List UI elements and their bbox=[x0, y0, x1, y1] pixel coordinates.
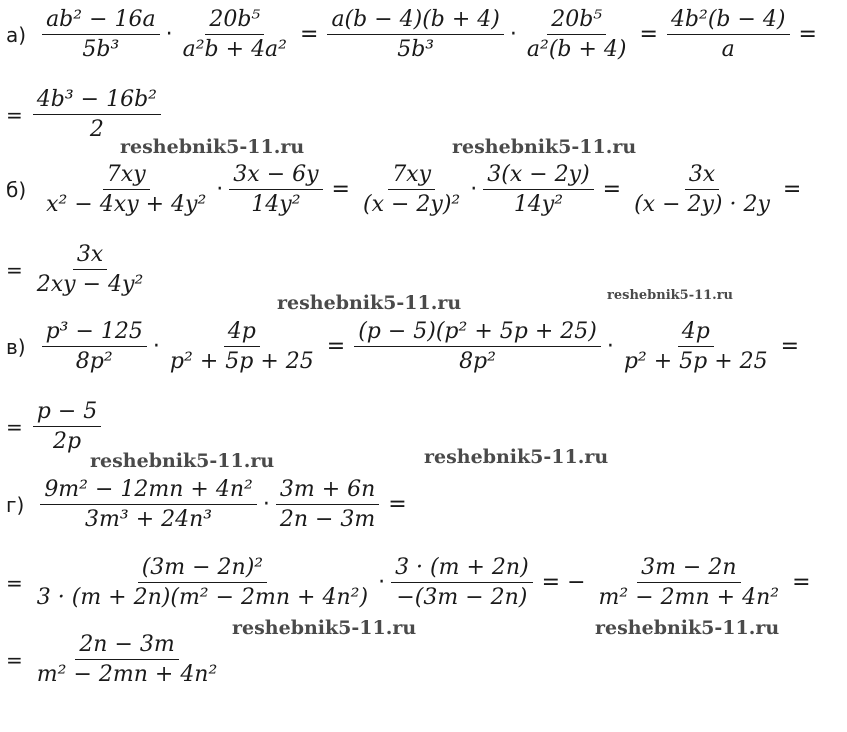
numerator: 4b²(b − 4) bbox=[667, 8, 790, 35]
watermark: reshebnik5-11.ru bbox=[277, 292, 462, 314]
numerator: ab² − 16a bbox=[42, 8, 160, 35]
operator: · bbox=[165, 22, 173, 48]
denominator: a²b + 4a² bbox=[182, 37, 287, 63]
operator: · bbox=[606, 334, 614, 360]
denominator: p² + 5p + 25 bbox=[623, 349, 768, 375]
fraction bbox=[667, 8, 790, 61]
operator: = bbox=[388, 492, 407, 518]
denominator: 3 · (m + 2n)(m² − 2mn + 4n²) bbox=[36, 585, 369, 611]
line-a-1 bbox=[6, 8, 822, 61]
denominator: 14y² bbox=[513, 192, 564, 218]
fraction bbox=[33, 633, 222, 686]
watermark: reshebnik5-11.ru bbox=[424, 446, 609, 468]
fraction bbox=[179, 8, 291, 61]
numerator: 4p bbox=[224, 320, 260, 347]
numerator: p − 5 bbox=[33, 400, 102, 427]
operator: = bbox=[792, 570, 811, 596]
denominator: 8p² bbox=[459, 349, 496, 375]
numerator: 3m − 2n bbox=[637, 556, 740, 583]
line-label: г) bbox=[6, 492, 25, 517]
denominator: p² + 5p + 25 bbox=[169, 349, 314, 375]
denominator: m² − 2mn + 4n² bbox=[36, 662, 218, 688]
fraction bbox=[33, 88, 161, 141]
numerator: 4p bbox=[678, 320, 714, 347]
fraction bbox=[42, 320, 147, 373]
line-v-2 bbox=[6, 400, 105, 453]
denominator: 2 bbox=[89, 117, 104, 143]
line-a-2 bbox=[6, 88, 165, 141]
fraction bbox=[166, 320, 318, 373]
line-label: = bbox=[6, 570, 23, 595]
denominator: 8p² bbox=[75, 349, 113, 375]
fraction bbox=[42, 163, 210, 216]
operator: = bbox=[798, 22, 817, 48]
fraction bbox=[523, 8, 631, 61]
numerator: p³ − 125 bbox=[42, 320, 147, 347]
denominator: 2n − 3m bbox=[279, 507, 376, 533]
operator: = bbox=[782, 177, 802, 203]
denominator: a²(b + 4) bbox=[526, 37, 627, 63]
numerator: 9m² − 12mn + 4n² bbox=[40, 478, 257, 505]
fraction bbox=[630, 163, 774, 216]
numerator: 20b⁵ bbox=[205, 8, 264, 35]
numerator: (p − 5)(p² + 5p + 25) bbox=[354, 320, 601, 347]
line-g-1 bbox=[6, 478, 412, 531]
numerator: a(b − 4)(b + 4) bbox=[327, 8, 503, 35]
line-label: = bbox=[6, 257, 23, 282]
numerator: 20b⁵ bbox=[547, 8, 606, 35]
fraction bbox=[229, 163, 322, 216]
numerator: 3x − 6y bbox=[229, 163, 322, 190]
operator: = bbox=[780, 334, 800, 360]
operator: = bbox=[300, 22, 319, 48]
line-label: = bbox=[6, 414, 23, 439]
line-label: а) bbox=[6, 22, 27, 47]
fraction bbox=[354, 320, 601, 373]
operator: · bbox=[152, 334, 160, 360]
denominator: 14y² bbox=[251, 192, 301, 218]
line-label: = bbox=[6, 102, 23, 127]
line-label: = bbox=[6, 647, 23, 672]
numerator: 3 · (m + 2n) bbox=[391, 556, 533, 583]
fraction bbox=[327, 8, 503, 61]
numerator: 4b³ − 16b² bbox=[33, 88, 161, 115]
watermark: reshebnik5-11.ru bbox=[120, 136, 305, 158]
operator: = − bbox=[541, 570, 586, 596]
fraction bbox=[359, 163, 464, 216]
fraction bbox=[33, 243, 148, 296]
operator: · bbox=[470, 177, 478, 203]
denominator: 2xy − 4y² bbox=[36, 272, 144, 298]
line-g-2 bbox=[6, 556, 816, 609]
fraction bbox=[595, 556, 784, 609]
watermark: reshebnik5-11.ru bbox=[452, 136, 637, 158]
operator: = bbox=[639, 22, 658, 48]
fraction bbox=[483, 163, 593, 216]
operator: · bbox=[262, 492, 270, 518]
fraction bbox=[33, 400, 102, 453]
numerator: 3(x − 2y) bbox=[483, 163, 593, 190]
numerator: 3x bbox=[685, 163, 719, 190]
line-b-1 bbox=[6, 163, 806, 216]
operator: · bbox=[216, 177, 224, 203]
numerator: 7xy bbox=[103, 163, 150, 190]
denominator: a bbox=[721, 37, 735, 63]
numerator: 3m + 6n bbox=[276, 478, 379, 505]
operator: = bbox=[326, 334, 346, 360]
denominator: (x − 2y)² bbox=[362, 192, 461, 218]
numerator: 2n − 3m bbox=[75, 633, 178, 660]
watermark: reshebnik5-11.ru bbox=[90, 450, 275, 472]
denominator: −(3m − 2n) bbox=[396, 585, 528, 611]
numerator: 7xy bbox=[388, 163, 435, 190]
denominator: 5b³ bbox=[397, 37, 435, 63]
denominator: (x − 2y) · 2y bbox=[634, 192, 770, 218]
operator: · bbox=[378, 570, 386, 596]
denominator: m² − 2mn + 4n² bbox=[598, 585, 780, 611]
operator: · bbox=[509, 22, 517, 48]
line-v-1 bbox=[6, 320, 804, 373]
denominator: 5b³ bbox=[82, 37, 120, 63]
denominator: 2p bbox=[52, 429, 82, 455]
watermark: reshebnik5-11.ru bbox=[607, 288, 734, 303]
line-b-2 bbox=[6, 243, 151, 296]
watermark: reshebnik5-11.ru bbox=[595, 617, 780, 639]
line-label: в) bbox=[6, 334, 26, 359]
fraction bbox=[42, 8, 160, 61]
fraction bbox=[33, 556, 372, 609]
fraction bbox=[276, 478, 379, 531]
line-label: б) bbox=[6, 177, 27, 202]
numerator: (3m − 2n)² bbox=[138, 556, 267, 583]
operator: = bbox=[602, 177, 622, 203]
watermark: reshebnik5-11.ru bbox=[232, 617, 417, 639]
operator: = bbox=[331, 177, 350, 203]
denominator: x² − 4xy + 4y² bbox=[46, 192, 207, 218]
fraction bbox=[40, 478, 257, 531]
line-g-3 bbox=[6, 633, 225, 686]
denominator: 3m³ + 24n³ bbox=[85, 507, 213, 533]
fraction bbox=[391, 556, 533, 609]
numerator: 3x bbox=[73, 243, 107, 270]
fraction bbox=[620, 320, 772, 373]
